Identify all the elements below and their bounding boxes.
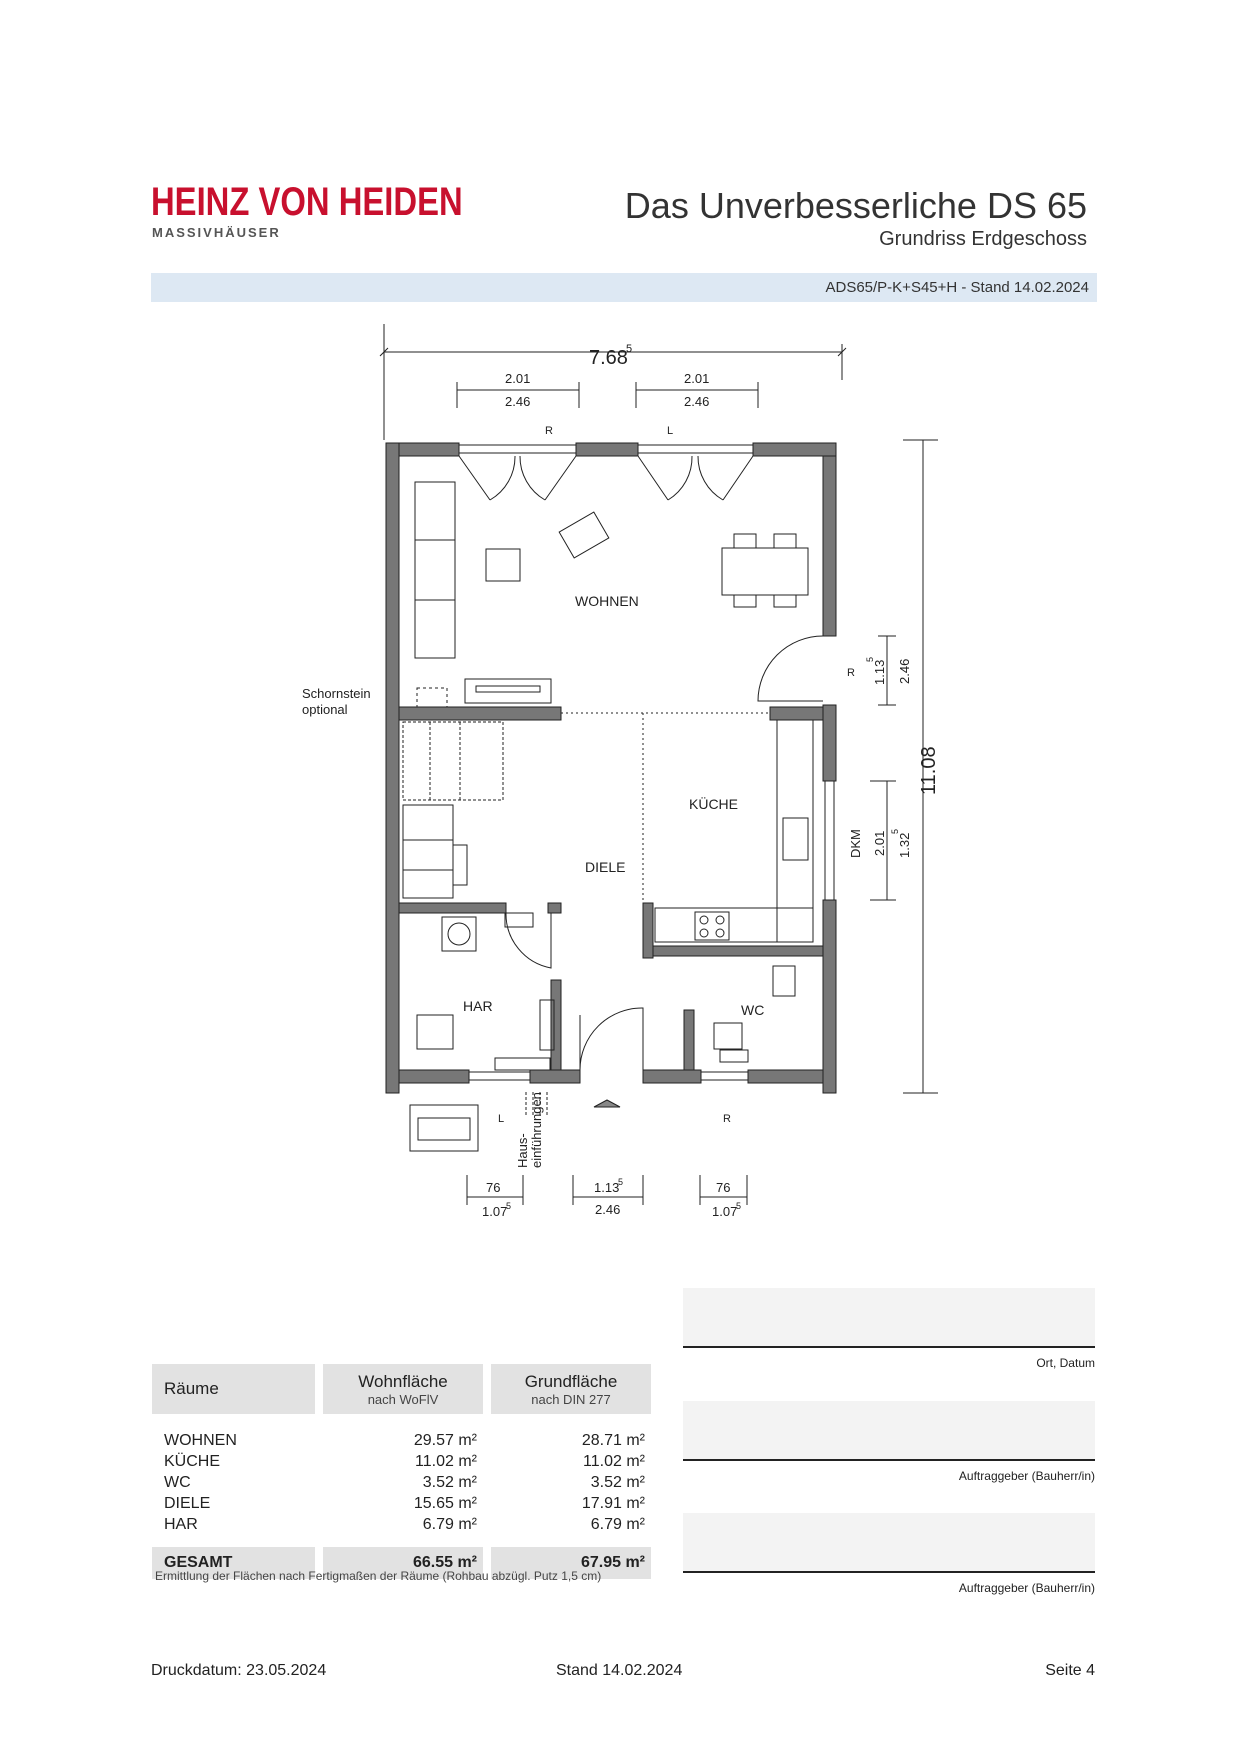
house-entry-note-line-2: einführungen [529, 1092, 544, 1168]
dim-right-window-b-sup: 5 [890, 828, 900, 834]
dim-bottom-left-upper: 76 [486, 1180, 501, 1195]
signature-label-client-2: Auftraggeber (Bauherr/in) [958, 1581, 1095, 1595]
marker-top-r: R [545, 425, 553, 437]
row-grundflaeche: 11.02 m² [583, 1453, 645, 1470]
signature-field-client-1[interactable] [683, 1401, 1095, 1461]
table-row [152, 1430, 651, 1451]
dim-bottom-right-lower: 1.07 [712, 1204, 738, 1219]
header-grundflaeche-label: Grundfläche [524, 1371, 618, 1391]
dim-top-right-upper: 2.01 [684, 371, 710, 386]
dim-right-window-b: 1.32 [897, 832, 912, 858]
footer-print-date: Druckdatum: 23.05.2024 [151, 1662, 327, 1679]
table-row [152, 1472, 651, 1493]
row-grundflaeche: 17.91 m² [581, 1495, 645, 1512]
dim-top-left-upper: 2.01 [505, 371, 531, 386]
row-wohnflaeche: 11.02 m² [415, 1453, 477, 1470]
company-logo-wordmark: HEINZ VON HEIDEN [151, 180, 463, 224]
signature-field-client-2[interactable] [683, 1513, 1095, 1573]
row-room: WOHNEN [164, 1432, 237, 1449]
dim-bottom-mid-upper: 1.13 [594, 1180, 620, 1195]
row-room: WC [164, 1474, 191, 1491]
room-label-kueche: KÜCHE [689, 796, 739, 812]
total-wohnflaeche: 66.55 m² [323, 1547, 483, 1579]
company-logo-subline: MASSIVHÄUSER [152, 225, 281, 240]
row-wohnflaeche: 3.52 m² [422, 1474, 477, 1491]
chimney-note-line-2: optional [302, 702, 348, 717]
dim-total-width-sup: 5 [626, 343, 633, 355]
marker-bottom-l: L [498, 1113, 505, 1125]
dim-top-left-lower: 2.46 [505, 394, 531, 409]
document-subtitle: Grundriss Erdgeschoss [879, 228, 1087, 250]
marker-side-r: R [847, 667, 855, 679]
header-wohnflaeche-label: Wohnfläche [358, 1371, 448, 1391]
dim-bottom-mid-upper-sup: 5 [618, 1177, 624, 1187]
table-row [152, 1514, 651, 1535]
table-row [152, 1493, 651, 1514]
row-grundflaeche: 6.79 m² [590, 1516, 645, 1533]
marker-top-l: L [667, 425, 674, 437]
row-room: DIELE [164, 1495, 211, 1512]
total-grundflaeche: 67.95 m² [491, 1547, 651, 1579]
header-rooms: Räume [152, 1364, 315, 1414]
dim-bottom-left-lower-sup: 5 [506, 1201, 512, 1211]
row-grundflaeche: 28.71 m² [581, 1432, 645, 1449]
dim-right-door-b: 2.46 [897, 658, 912, 684]
dkm-note: DKM [848, 829, 863, 858]
dim-total-depth: 11.08 [918, 746, 940, 795]
dim-right-door-a: 1.13 [872, 659, 887, 685]
header-grundflaeche [491, 1364, 651, 1414]
dim-right-window-a: 2.01 [872, 830, 887, 856]
dim-bottom-right-upper: 76 [716, 1180, 731, 1195]
house-entry-note-line-1: Haus- [515, 1133, 530, 1168]
room-label-har: HAR [463, 998, 493, 1014]
signature-label-client-1: Auftraggeber (Bauherr/in) [958, 1469, 1095, 1483]
room-label-wc: WC [741, 1002, 765, 1018]
dim-total-width: 7.68 [589, 347, 628, 369]
row-grundflaeche: 3.52 m² [590, 1474, 645, 1491]
document-title: Das Unverbesserliche DS 65 [624, 185, 1087, 226]
signature-label-place-date: Ort, Datum [1036, 1356, 1095, 1370]
header-wohnflaeche [323, 1364, 483, 1414]
table-row [152, 1451, 651, 1472]
dim-right-door-a-sup: 5 [865, 656, 875, 662]
chimney-note-line-1: Schornstein [302, 686, 371, 701]
row-room: KÜCHE [164, 1453, 221, 1470]
dim-bottom-mid-lower: 2.46 [595, 1202, 621, 1217]
marker-bottom-r: R [723, 1113, 731, 1125]
dim-bottom-left-lower: 1.07 [482, 1204, 508, 1219]
area-table [144, 1364, 659, 1579]
row-room: HAR [164, 1516, 198, 1533]
footer-stand: Stand 14.02.2024 [556, 1662, 683, 1679]
row-wohnflaeche: 15.65 m² [413, 1495, 477, 1512]
row-wohnflaeche: 6.79 m² [422, 1516, 477, 1533]
total-label: GESAMT [152, 1547, 315, 1579]
dim-top-right-lower: 2.46 [684, 394, 710, 409]
row-wohnflaeche: 29.57 m² [413, 1432, 477, 1449]
reference-text: ADS65/P-K+S45+H - Stand 14.02.2024 [825, 279, 1089, 296]
header-grundflaeche-sub: nach DIN 277 [531, 1391, 611, 1407]
signature-field-place-date[interactable] [683, 1288, 1095, 1348]
dim-bottom-right-lower-sup: 5 [736, 1201, 742, 1211]
room-label-diele: DIELE [585, 859, 626, 875]
footer-page-number: Seite 4 [1045, 1662, 1095, 1679]
header-wohnflaeche-sub: nach WoFlV [367, 1391, 439, 1407]
room-label-wohnen: WOHNEN [575, 593, 639, 609]
area-calculation-note: Ermittlung der Flächen nach Fertigmaßen der Räume (Rohbau abzügl. Putz 1,5 cm) [155, 1569, 602, 1583]
